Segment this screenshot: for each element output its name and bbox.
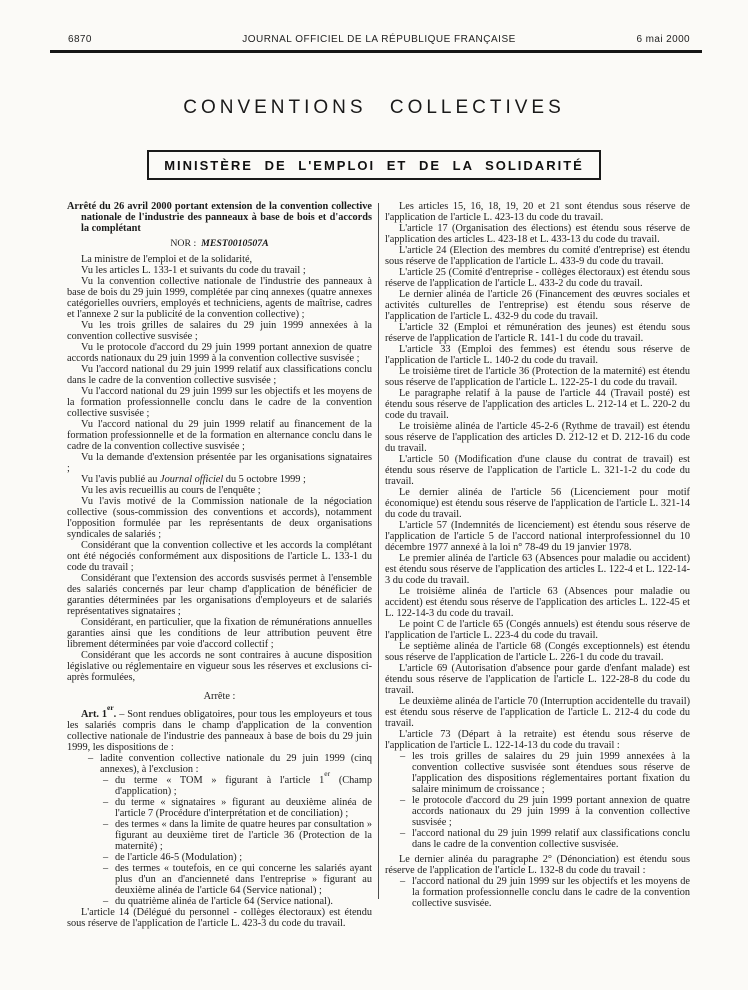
list-item-text: ladite convention collective nationale du 29 juin 1999 (cinq annexes), à l'exclusion : [100, 753, 372, 775]
visa-paragraph: Vu les trois grilles de salaires du 29 juin 1999 annexées à la convention collective susvisée ; [67, 320, 372, 342]
extension-paragraph: Le troisième tiret de l'article 36 (Protection de la maternité) est étendu sous réserve de l'application de l'article L. 122-25-1 du code du travail. [385, 366, 690, 388]
extension-list-a [385, 751, 690, 850]
visa-text-post: du 5 octobre 1999 ; [223, 474, 306, 485]
extension-paragraph: Le paragraphe relatif à la pause de l'article 44 (Travail posté) est étendu sous réserve de l'application des articles L. 212-14 et L. 220-2 du code du travail. [385, 388, 690, 421]
journal-officiel-italic: Journal officiel [160, 474, 224, 485]
nor-label: NOR : [170, 238, 197, 249]
list-item [67, 797, 372, 819]
visa-paragraph: Considérant que les accords ne sont contraires à aucune disposition législative ou réglementaire en vigueur sous les réserves et exclusions ci-après formulées, [67, 650, 372, 683]
list-item-text: du terme « TOM » figurant à l'article 1 [115, 775, 325, 786]
nor-line [67, 238, 372, 249]
page-number: 6870 [68, 34, 92, 45]
extension-paragraph: L'article 69 (Autorisation d'absence pour garde d'enfant malade) est étendu sous réserve de l'application de l'article L. 122-28-8 du code du travail. [385, 663, 690, 696]
visa-paragraph: Considérant que la convention collective et les accords la complétant ont été négociés conformément aux dispositions de l'article L. 133-1 du code du travail ; [67, 540, 372, 573]
visa-paragraph: Vu l'avis motivé de la Commission nationale de la négociation collective (sous-commission des conventions et accords), notamment l'opposition formulée par les représentants de deux organisations syndicales de salariés ; [67, 496, 372, 540]
list-item-text: du quatrième alinéa de l'article 64 (Service national). [115, 896, 333, 907]
ministry-heading-wrap [0, 150, 748, 180]
list-item-text: des termes « dans la limite de quatre heures par consultation » figurant au deuxième tiret de l'article 36 (Protection de la maternité) ; [115, 819, 372, 852]
extension-paragraph: L'article 17 (Organisation des élections) est étendu sous réserve de l'application des articles L. 423-18 et L. 433-13 du code du travail. [385, 223, 690, 245]
article-1-text: – Sont rendues obligatoires, pour tous les employeurs et tous les salariés compris dans le champ d'application de la convention collective nationale de l'industrie des panneaux à base de bois du 29 juin 1999, les dispositions de : [67, 709, 372, 753]
two-column-body [67, 201, 690, 929]
dash-bullet: – [103, 819, 109, 830]
list-item [67, 863, 372, 896]
article-14-paragraph: L'article 14 (Délégué du personnel - collèges électoraux) est étendu sous réserve de l'application de l'article L. 423-3 du code du travail. [67, 907, 372, 929]
extension-paragraph: Le dernier alinéa de l'article 26 (Financement des œuvres sociales et activités culturelles de l'entreprise) est étendu sous réserve de l'application de l'article L. 432-9 du code du travail. [385, 289, 690, 322]
list-item [385, 751, 690, 795]
page-header [50, 34, 702, 53]
article-1-paragraph [67, 702, 372, 753]
column-divider [378, 203, 379, 899]
dash-bullet: – [103, 852, 109, 863]
exclusion-list-level2 [67, 797, 372, 907]
list-item [385, 828, 690, 850]
article-1-number: Art. 1er. [81, 702, 117, 720]
extension-paragraph: Le septième alinéa de l'article 68 (Congés exceptionnels) est étendu sous réserve de l'application de l'article L. 226-1 du code du travail. [385, 641, 690, 663]
right-column [385, 201, 690, 929]
list-item [67, 852, 372, 863]
visa-paragraph: Vu les articles L. 133-1 et suivants du code du travail ; [81, 265, 306, 276]
list-item-text: les trois grilles de salaires du 29 juin 1999 annexées à la convention collective susvisée sont étendues sous réserve de l'application des dispositions réglementaires portant fixation du salaire minimum de croissance ; [412, 751, 690, 795]
issue-date: 6 mai 2000 [636, 34, 690, 45]
arrete-label: Arrête : [203, 691, 236, 702]
visa-paragraph: Considérant, en particulier, que la fixation de rémunérations annuelles garanties ainsi que les conditions de leur attribution peuvent être librement déterminées par voie d'accord collectif ; [67, 617, 372, 650]
extension-paragraph: L'article 25 (Comité d'entreprise - collèges électoraux) est étendu sous réserve de l'application de l'article L. 433-2 du code du travail. [385, 267, 690, 289]
list-item-text: l'accord national du 29 juin 1999 relatif aux classifications conclu dans le cadre de la convention collective susvisée. [412, 828, 690, 850]
extension-paragraph: Le premier alinéa de l'article 63 (Absences pour maladie ou accident) est étendu sous réserve de l'application des articles L. 122-4 et L. 122-14-3 du code du travail. [385, 553, 690, 586]
dash-bullet: – [103, 863, 109, 874]
dash-bullet: – [400, 751, 406, 762]
arrete-heading: Arrêté du 26 avril 2000 portant extension de la convention collective nationale de l'industrie des panneaux à base de bois et d'accords la complétant [67, 201, 372, 234]
list-item-text: du terme « signataires » figurant au deuxième alinéa de l'article 7 (Procédure d'interprétation et de conciliation) ; [115, 797, 372, 819]
superscript-er: er [324, 768, 331, 778]
list-item-text: de l'article 46-5 (Modulation) ; [115, 852, 243, 863]
ministry-heading: MINISTÈRE DE L'EMPLOI ET DE LA SOLIDARITÉ [147, 150, 601, 180]
extension-paragraph: Le dernier alinéa de l'article 56 (Licenciement pour motif économique) est étendu sous réserve de l'application de l'article L. 321-14 du code du travail. [385, 487, 690, 520]
list-item [385, 795, 690, 828]
dash-bullet: – [103, 896, 109, 907]
extension-list-b [385, 876, 690, 909]
extension-paragraph: L'article 33 (Emploi des femmes) est étendu sous réserve de l'application de l'article L. 140-2 du code du travail. [385, 344, 690, 366]
dash-bullet: – [88, 753, 94, 764]
list-item [385, 876, 690, 909]
dash-bullet: – [400, 795, 406, 806]
section-title: CONVENTIONS COLLECTIVES [183, 97, 565, 118]
dash-bullet: – [103, 797, 109, 808]
list-item [67, 896, 372, 907]
extension-paragraph: Le deuxième alinéa de l'article 70 (Interruption accidentelle du travail) est étendu sous réserve de l'application de l'article L. 212-4 du code du travail. [385, 696, 690, 729]
list-item-text: l'accord national du 29 juin 1999 sur les objectifs et les moyens de la formation professionnelle conclu dans le cadre de la convention collective susvisée. [412, 876, 690, 909]
visa-paragraph: Vu le protocole d'accord du 29 juin 1999 portant annexion de quatre accords nationaux du 29 juin 1999 à la convention collective susvisée ; [67, 342, 372, 364]
visa-paragraph: Vu l'accord national du 29 juin 1999 sur les objectifs et les moyens de la formation professionnelle conclu dans le cadre de la convention collective susvisée ; [67, 386, 372, 419]
extension-paragraph: Le troisième alinéa de l'article 63 (Absences pour maladie ou accident) est étendu sous réserve de l'application des articles L. 122-45 et L. 122-14-3 du code du travail. [385, 586, 690, 619]
visa-paragraph: Vu l'accord national du 29 juin 1999 relatif aux classifications conclu dans le cadre de la convention collective susvisée ; [67, 364, 372, 386]
list-item-tom [67, 768, 372, 797]
extension-paragraph: L'article 73 (Départ à la retraite) est étendu sous réserve de l'application de l'article L. 122-14-13 du code du travail : [385, 729, 690, 751]
extension-paragraph: Le troisième alinéa de l'article 45-2-6 (Rythme de travail) est étendu sous réserve de l'application des articles D. 212-12 et D. 212-16 du code du travail. [385, 421, 690, 454]
visa-paragraph: Vu la convention collective nationale de l'industrie des panneaux à base de bois du 29 juin 1999, complétée par cinq annexes (quatre annexes catégorielles ouvriers, employés et techniciens, agents de maîtrise, cadres et l'annexe 2 sur la publicité de la convention collective) ; [67, 276, 372, 320]
list-item-text: (Champ d'application) ; [115, 775, 372, 797]
header-rule [50, 50, 702, 53]
visa-paragraphs-b [67, 485, 372, 683]
extension-paragraphs [385, 201, 690, 751]
visa-paragraph-journal-officiel [67, 474, 372, 485]
superscript-er: er [106, 702, 114, 712]
dash-bullet: – [400, 828, 406, 839]
nor-code: MEST0010507A [201, 238, 269, 249]
list-item-text: le protocole d'accord du 29 juin 1999 portant annexion de quatre accords nationaux du 29 juin 1999 à la convention collective susvisée ; [412, 795, 690, 828]
dash-bullet: – [103, 775, 109, 786]
extension-paragraph: Les articles 15, 16, 18, 19, 20 et 21 sont étendus sous réserve de l'application de l'article L. 423-13 du code du travail. [385, 201, 690, 223]
extension-paragraph: L'article 57 (Indemnités de licenciement) est étendu sous réserve de l'application de l'article 5 de l'accord national interprofessionnel du 10 décembre 1977 annexé à la loi n° 78-49 du 19 janvier 1978. [385, 520, 690, 553]
header-row [50, 34, 702, 50]
denonciation-paragraph: Le dernier alinéa du paragraphe 2° (Dénonciation) est étendu sous réserve de l'application de l'article L. 132-8 du code du travail : [385, 854, 690, 876]
extension-paragraph: L'article 50 (Modification d'une clause du contrat de travail) est étendu sous réserve de l'application de l'article L. 321-1-2 du code du travail. [385, 454, 690, 487]
visa-paragraphs-a [67, 254, 372, 474]
visa-paragraph: Vu la demande d'extension présentée par les organisations signataires ; [67, 452, 372, 474]
journal-title: JOURNAL OFFICIEL DE LA RÉPUBLIQUE FRANÇAISE [242, 34, 516, 45]
visa-paragraph: La ministre de l'emploi et de la solidarité, [81, 254, 253, 265]
extension-paragraph: L'article 32 (Emploi et rémunération des jeunes) est étendu sous réserve de l'application de l'article R. 141-1 du code du travail. [385, 322, 690, 344]
visa-text-pre: Vu l'avis publié au [81, 474, 161, 485]
list-item [67, 819, 372, 852]
visa-paragraph: Vu l'accord national du 29 juin 1999 relatif au financement de la formation professionnelle et de la formation en alternance conclu dans le cadre de la convention collective susvisée ; [67, 419, 372, 452]
extension-paragraph: L'article 24 (Election des membres du comité d'entreprise) est étendu sous réserve de l'application de l'article L. 433-9 du code du travail. [385, 245, 690, 267]
list-item-text: des termes « toutefois, en ce qui concerne les salariés ayant plus d'un an d'ancienneté dans l'entreprise » figurant au deuxième alinéa de l'article 64 (Service national) ; [115, 863, 372, 896]
left-column [67, 201, 372, 929]
extension-paragraph: Le point C de l'article 65 (Congés annuels) est étendu sous réserve de l'application de l'article L. 223-4 du code du travail. [385, 619, 690, 641]
visa-paragraph: Vu les avis recueillis au cours de l'enquête ; [81, 485, 261, 496]
visa-paragraph: Considérant que l'extension des accords susvisés permet à l'ensemble des salariés concernés par leur champ d'application de bénéficier de garanties déterminées par les organisations d'employeurs et de salariés représentatives signataires ; [67, 573, 372, 617]
dash-bullet: – [400, 876, 406, 887]
